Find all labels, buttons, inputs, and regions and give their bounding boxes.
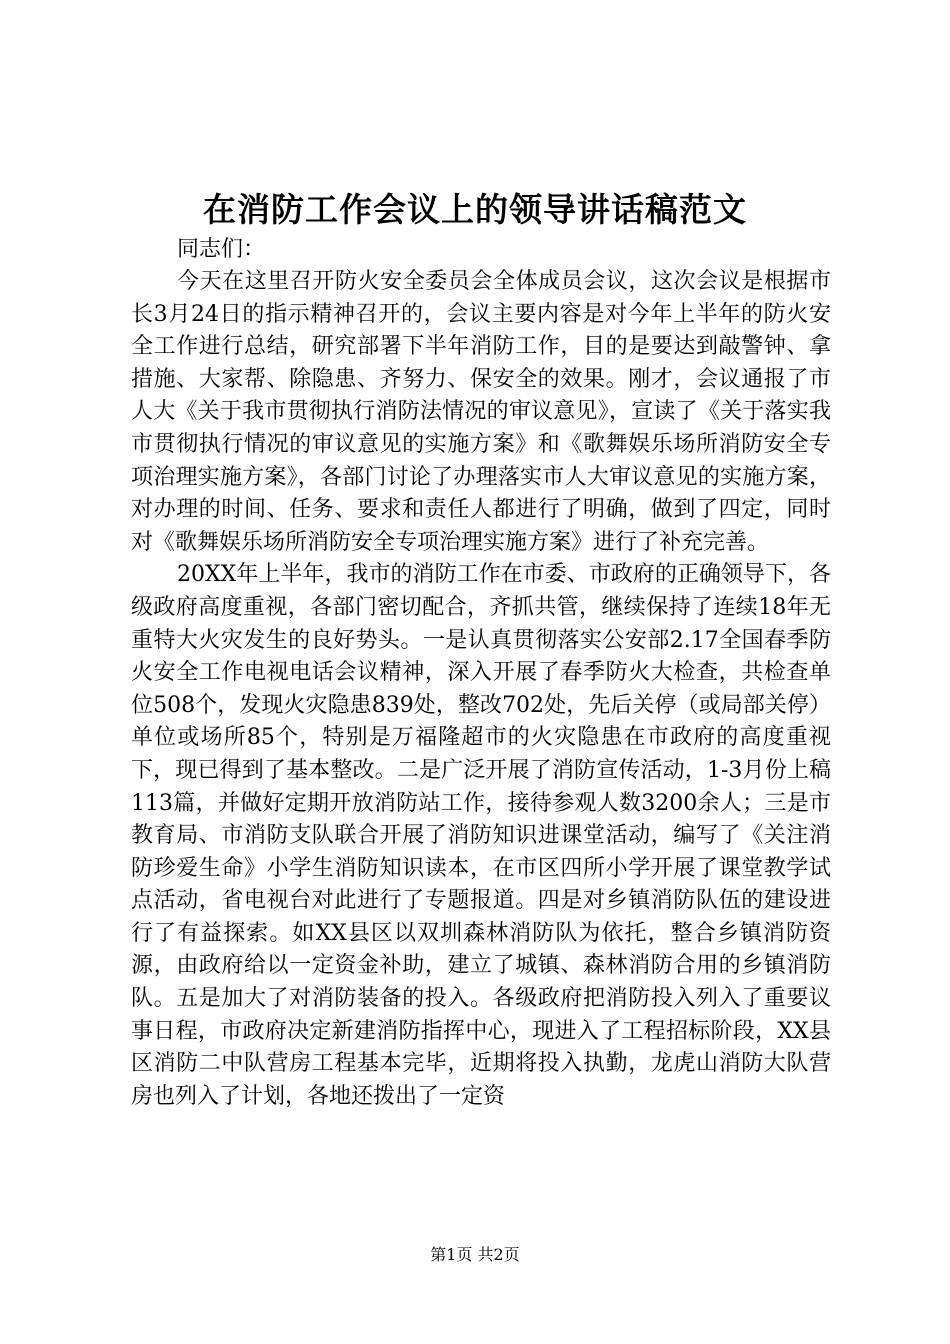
paragraph-meeting-intro: 今天在这里召开防火安全委员会全体成员会议，这次会议是根据市长3月24日的指示精神召开的，会议主要内容是对今年上半年的防火安全工作进行总结，研究部署下半年消防工作，目的是要达到敲警钟、拿措施、大家帮、除隐患、齐努力、保安全的效果。刚才，会议通报了市人大《关于我市贯彻执行消防法情况的审议意见》，宣读了《关于落实我市贯彻执行情况的审议意见的实施方案》和《歌舞娱乐场所消防安全专项治理实施方案》，各部门讨论了办理落实市人大审议意见的实施方案，对办理的时间、任务、要求和责任人都进行了明确，做到了四定，同时对《歌舞娱乐场所消防安全专项治理实施方案》进行了补充完善。 bbox=[131, 269, 831, 555]
page-number-footer: 第1页 共2页 bbox=[430, 1245, 520, 1264]
salutation: 同志们： bbox=[177, 237, 266, 262]
paragraph-first-half-review: 20XX年上半年，我市的消防工作在市委、市政府的正确领导下，各级政府高度重视，各部门密切配合，齐抓共管，继续保持了连续18年无重特大火灾发生的良好势头。一是认真贯彻落实公安部2.17全国春季防火安全工作电视电话会议精神，深入开展了春季防火大检查，共检查单位508个，发现火灾隐患839处，整改702处，先后关停（或局部关停）单位或场所85个，特别是万福隆超市的火灾隐患在市政府的高度重视下，现已得到了基本整改。二是广泛开展了消防宣传活动，1-3月份上稿113篇，并做好定期开放消防站工作，接待参观人数3200余人；三是市教育局、市消防支队联合开展了消防知识进课堂活动，编写了《关注消防珍爱生命》小学生消防知识读本，在市区四所小学开展了课堂教学试点活动，省电视台对此进行了专题报道。四是对乡镇消防队伍的建设进行了有益探索。如XX县区以双圳森林消防队为依托，整合乡镇消防资源，由政府给以一定资金补助，建立了城镇、森林消防合用的乡镇消防队。五是加大了对消防装备的投入。各级政府把消防投入列入了重要议事日程，市政府决定新建消防指挥中心，现进入了工程招标阶段，XX县区消防二中队营房工程基本完毕，近期将投入执勤，龙虎山消防大队营房也列入了计划，各地还拨出了一定资 bbox=[131, 562, 831, 1109]
document-title: 在消防工作会议上的领导讲话稿范文 bbox=[203, 190, 747, 229]
document-body bbox=[131, 234, 831, 1113]
